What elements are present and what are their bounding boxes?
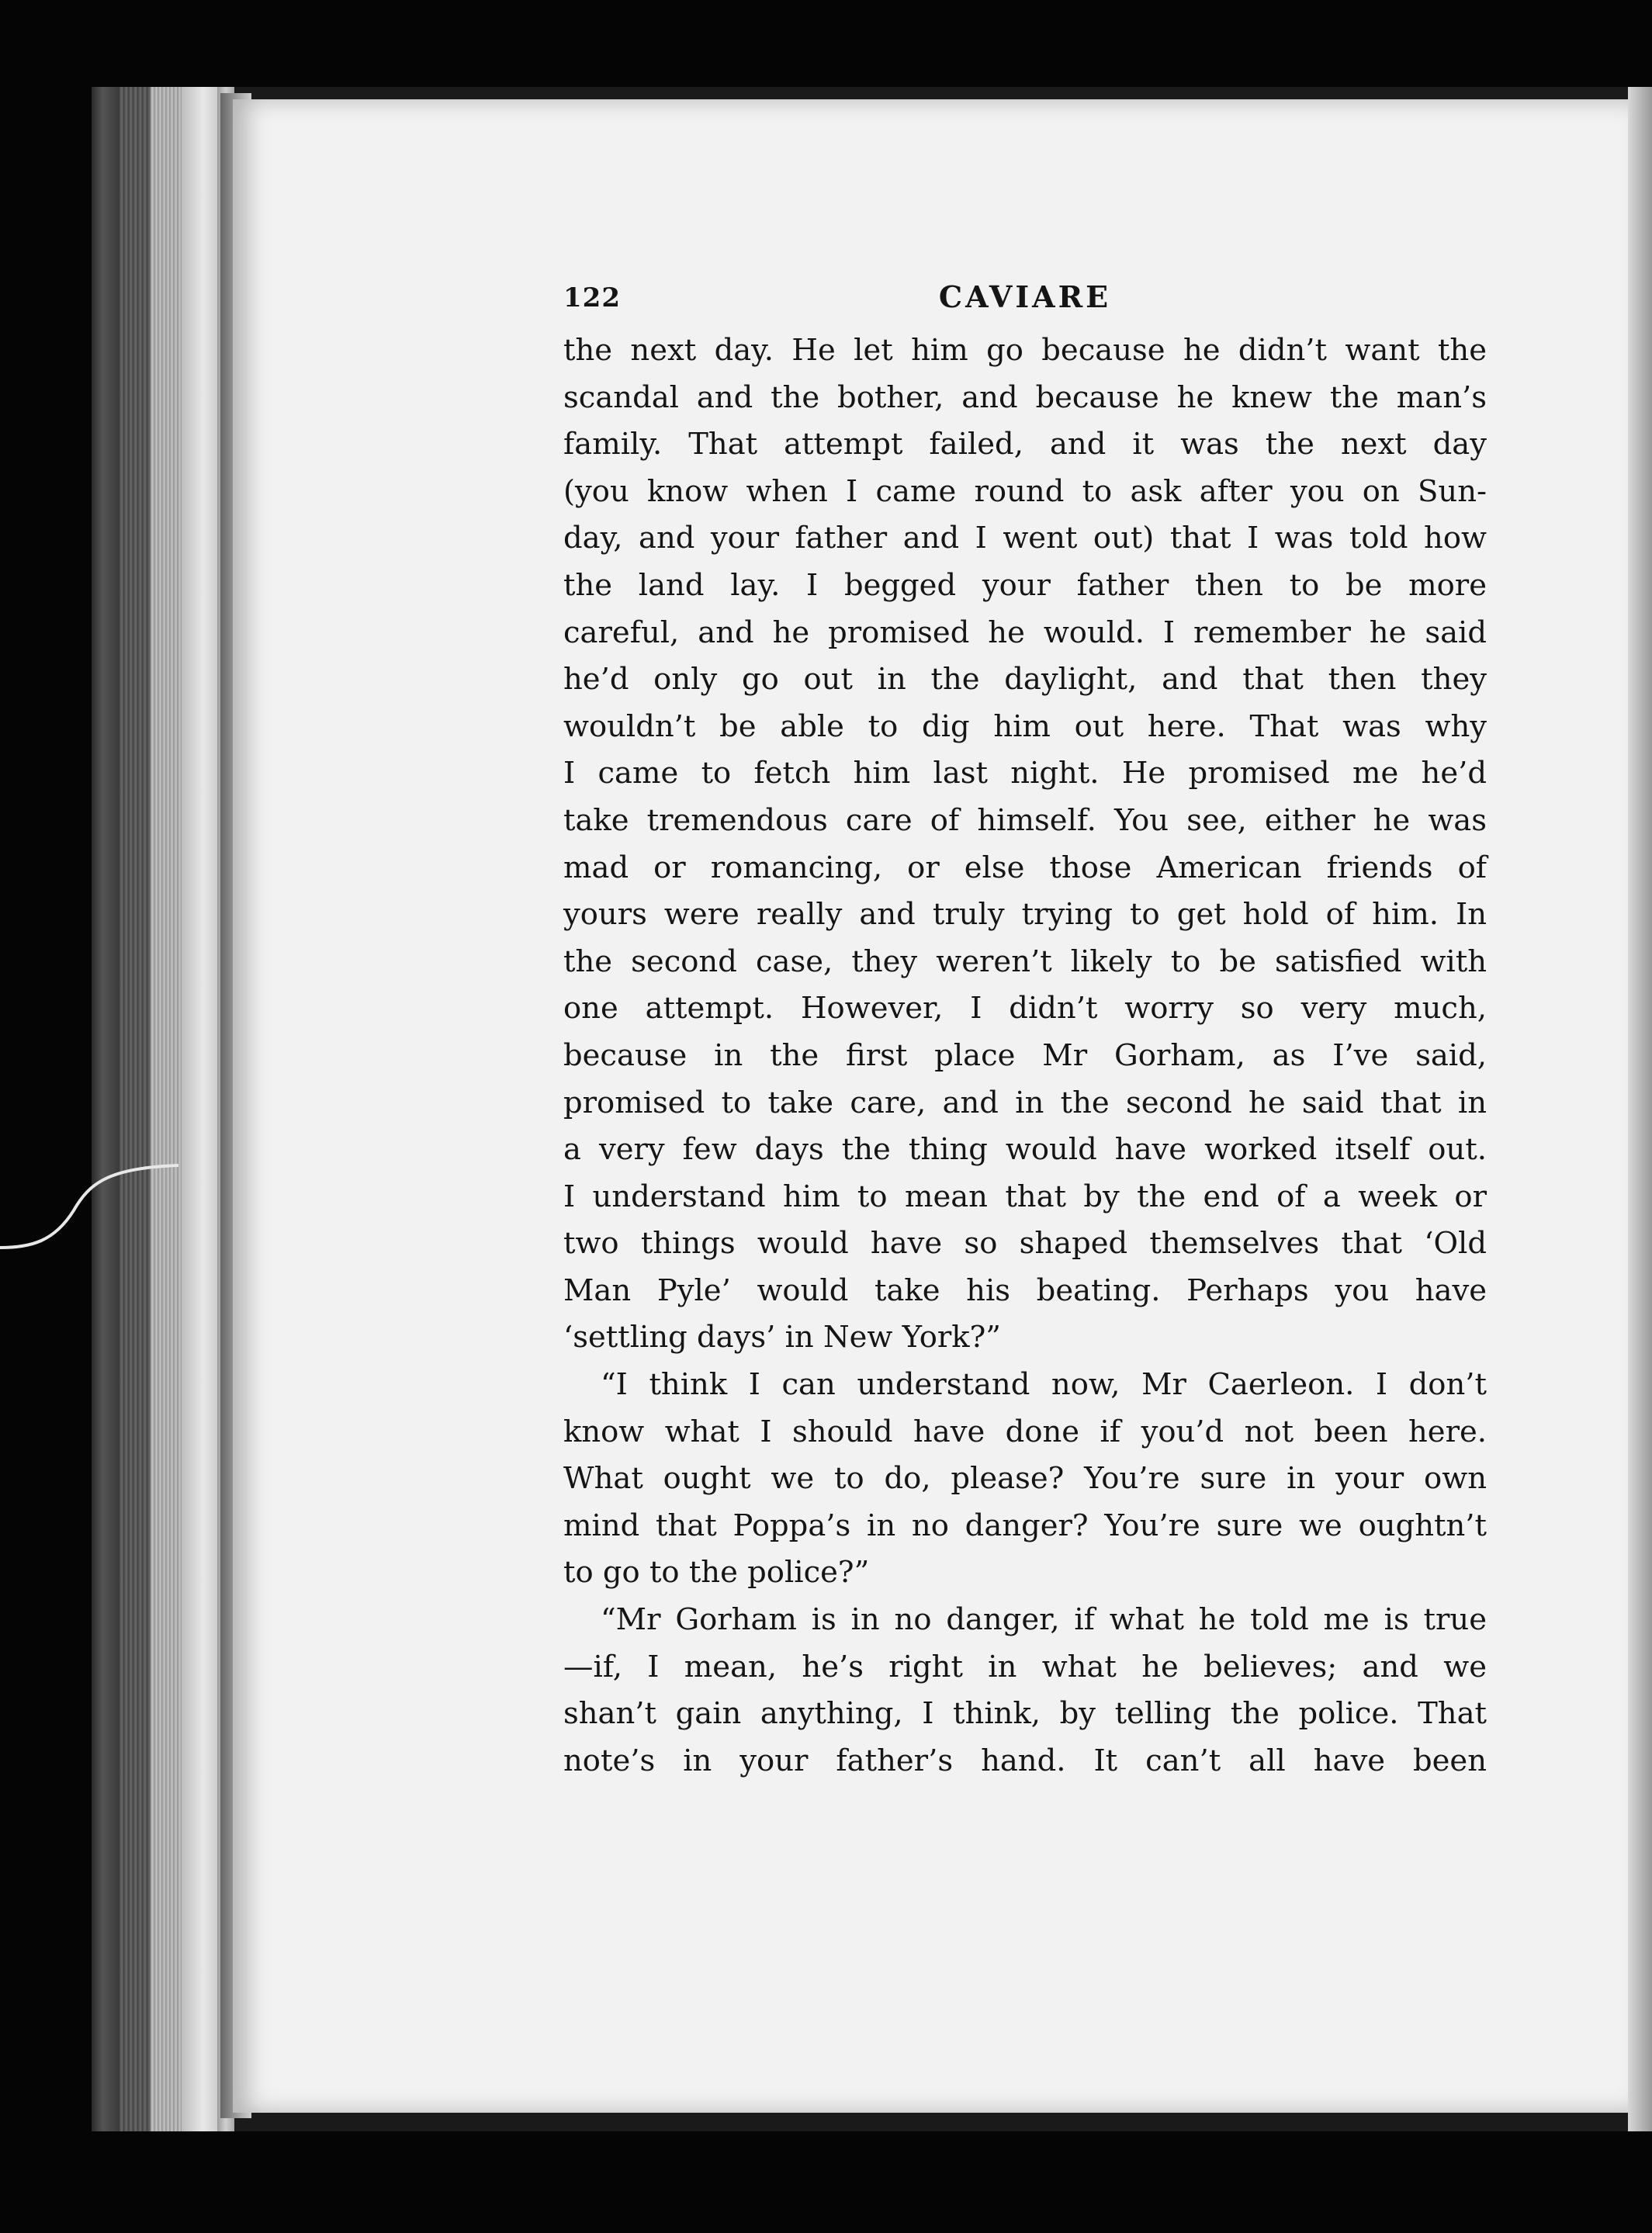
text-line: shan’t gain anything, I think, by telling the police. That	[563, 1696, 1487, 1732]
text-line: family. That attempt failed, and it was the next day	[563, 427, 1487, 462]
text-line: wouldn’t be able to dig him out here. That was why	[563, 708, 1487, 744]
text-line: a very few days the thing would have worked itself out.	[563, 1132, 1487, 1168]
text-line: “Mr Gorham is in no danger, if what he told me is true	[601, 1602, 1487, 1638]
text-line: —if, I mean, he’s right in what he believes; and we	[563, 1649, 1487, 1684]
running-title: CAVIARE	[938, 279, 1112, 314]
text-line: the land lay. I begged your father then to be more	[563, 567, 1487, 603]
text-block	[563, 279, 1487, 1785]
text-line: I came to fetch him last night. He promised me he’d	[563, 756, 1487, 791]
text-line: two things would have so shaped themselves that ‘Old	[563, 1226, 1487, 1262]
page-edge-strip	[119, 87, 151, 2131]
text-line: one attempt. However, I didn’t worry so very much,	[563, 991, 1487, 1026]
page-edge-strip	[92, 87, 119, 2131]
text-line: “I think I can understand now, Mr Caerleon. I don’t	[601, 1367, 1487, 1403]
page-edge-strip	[151, 87, 182, 2131]
text-line: Man Pyle’ would take his beating. Perhaps you have	[563, 1272, 1487, 1308]
text-line: day, and your father and I went out) that I was told how	[563, 521, 1487, 556]
text-line: know what I should have done if you’d not been here.	[563, 1414, 1487, 1449]
text-line: careful, and he promised he would. I remember he said	[563, 615, 1487, 650]
text-line: he’d only go out in the daylight, and that then they	[563, 662, 1487, 698]
text-line: note’s in your father’s hand. It can’t all have been	[563, 1743, 1487, 1778]
text-line: ‘settling days’ in New York?”	[563, 1320, 1001, 1355]
page-number: 122	[563, 282, 621, 313]
text-line: take tremendous care of himself. You see, either he was	[563, 802, 1487, 838]
text-line: yours were really and truly trying to get hold of him. In	[563, 897, 1487, 933]
text-line: promised to take care, and in the second he said that in	[563, 1085, 1487, 1120]
text-line: the next day. He let him go because he didn’t want the	[563, 333, 1487, 368]
text-line: scandal and the bother, and because he knew the man’s	[563, 379, 1487, 415]
page-edge-strip	[182, 87, 217, 2131]
text-line: the second case, they weren’t likely to be satisfied with	[563, 943, 1487, 979]
right-page-edge	[1628, 87, 1652, 2131]
text-line: (you know when I came round to ask after you on Sun-	[563, 473, 1487, 509]
running-head	[563, 279, 1487, 320]
text-line: to go to the police?”	[563, 1555, 870, 1591]
text-line: mind that Poppa’s in no danger? You’re sure we oughtn’t	[563, 1508, 1487, 1543]
text-line: because in the first place Mr Gorham, as I’ve said,	[563, 1037, 1487, 1073]
text-line: mad or romancing, or else those American friends of	[563, 850, 1487, 885]
text-line: What ought we to do, please? You’re sure in your own	[563, 1461, 1487, 1497]
text-line: I understand him to mean that by the end of a week or	[563, 1179, 1487, 1214]
